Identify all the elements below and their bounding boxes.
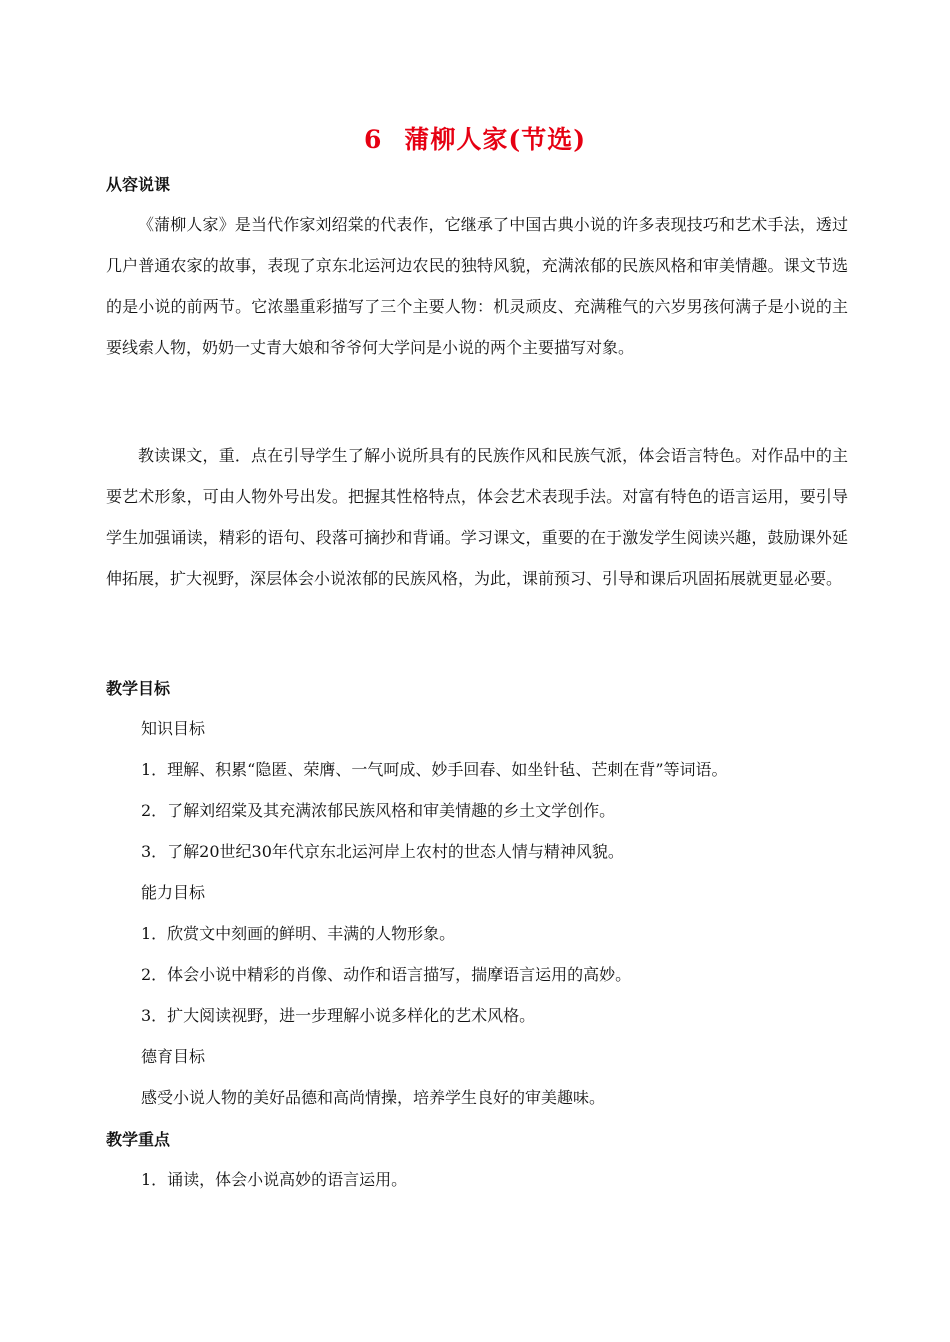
moral-goals-label: 德育目标 [141, 1047, 206, 1066]
ability-goal-item: 1．欣赏文中刻画的鲜明、丰满的人物形象。 [141, 924, 456, 943]
knowledge-goals-label: 知识目标 [141, 719, 206, 738]
section-heading-focus: 教学重点 [106, 1130, 171, 1149]
lesson-title-text: 蒲柳人家(节选) [404, 125, 587, 154]
intro-paragraph-2: 教读课文，重．点在引导学生了解小说所具有的民族作风和民族气派，体会语言特色。对作品中的主要艺术形象，可由人物外号出发。把握其性格特点，体会艺术表现手法。对富有特色的语言运用，要引导学生加强诵读，精彩的语句、段落可摘抄和背诵。学习课文，重要的在于激发学生阅读兴趣，鼓励课外延伸拓展，扩大视野，深层体会小说浓郁的民族风格，为此，课前预习、引导和课后巩固拓展就更显必要。 [106, 446, 848, 588]
knowledge-goal-item: 1．理解、积累“隐匿、荣膺、一气呵成、妙手回春、如坐针毡、芒刺在背”等词语。 [141, 760, 728, 779]
ability-goal-item: 2．体会小说中精彩的肖像、动作和语言描写，揣摩语言运用的高妙。 [141, 965, 632, 984]
lesson-number: 6 [363, 125, 383, 154]
focus-item: 1．诵读，体会小说高妙的语言运用。 [141, 1170, 408, 1189]
lesson-title [0, 120, 950, 156]
intro-paragraph-1: 《蒲柳人家》是当代作家刘绍棠的代表作，它继承了中国古典小说的许多表现技巧和艺术手法，透过几户普通农家的故事，表现了京东北运河边农民的独特风貌，充满浓郁的民族风格和审美情趣。课文节选的是小说的前两节。它浓墨重彩描写了三个主要人物：机灵顽皮、充满稚气的六岁男孩何满子是小说的主要线索人物，奶奶一丈青大娘和爷爷何大学问是小说的两个主要描写对象。 [106, 215, 848, 357]
knowledge-goal-item: 3．了解20世纪30年代京东北运河岸上农村的世态人情与精神风貌。 [141, 842, 624, 861]
moral-goal-item: 感受小说人物的美好品德和高尚情操，培养学生良好的审美趣味。 [141, 1088, 606, 1107]
ability-goal-item: 3．扩大阅读视野，进一步理解小说多样化的艺术风格。 [141, 1006, 536, 1025]
section-heading-goals: 教学目标 [106, 679, 171, 698]
section-heading-intro: 从容说课 [106, 175, 171, 194]
knowledge-goal-item: 2．了解刘绍棠及其充满浓郁民族风格和审美情趣的乡土文学创作。 [141, 801, 616, 820]
ability-goals-label: 能力目标 [141, 883, 206, 902]
